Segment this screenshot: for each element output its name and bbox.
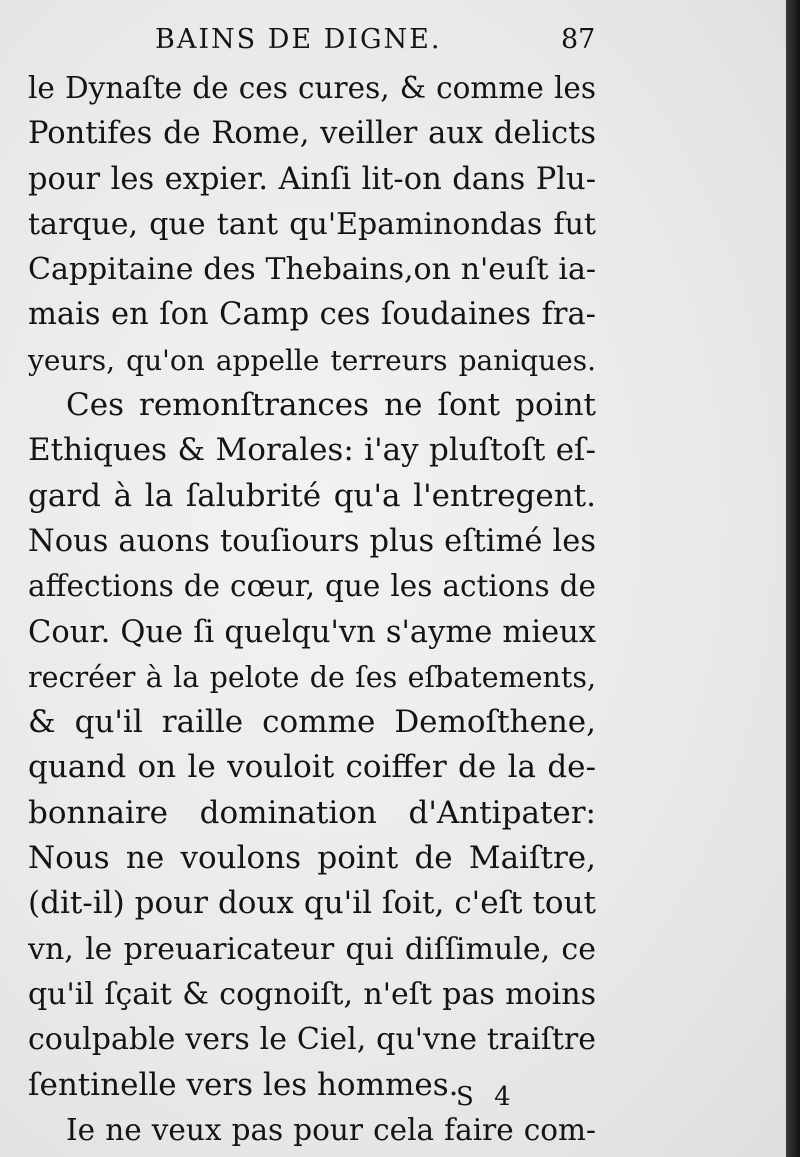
- text-line: yeurs, qu'on appelle terreurs paniques.: [28, 343, 596, 377]
- page-header: [0, 20, 786, 60]
- text-line: gard à la ſalubrité qu'a l'entregent.: [28, 477, 596, 514]
- page-number: 87: [561, 24, 596, 55]
- signature-mark: S 4: [456, 1082, 517, 1112]
- text-line: Cour. Que ſi quelqu'vn s'ayme mieux: [28, 614, 596, 650]
- text-line: Nous ne voulons point de Maiſtre,: [28, 840, 596, 877]
- text-line: & qu'il raille comme Demoſthene,: [28, 704, 596, 741]
- text-line: affections de cœur, que les actions de: [28, 569, 596, 604]
- text-line: mais en ſon Camp ces ſoudaines fra-: [28, 297, 596, 333]
- text-line: Ethiques & Morales: i'ay pluſtoſt eſ-: [28, 432, 596, 469]
- running-title: BAINS DE DIGNE.: [155, 24, 442, 55]
- text-line: Ie ne veux pas pour cela faire com-: [66, 1112, 596, 1147]
- text-line: quand on le vouloit coiffer de la de-: [28, 749, 596, 786]
- text-line: vn, le preuaricateur qui diſſimule, ce: [28, 931, 596, 967]
- text-line: le Dynaſte de ces cures, & comme les: [28, 71, 596, 105]
- text-line: ſentinelle vers les hommes.: [28, 1066, 459, 1103]
- text-line: recréer à la pelote de ſes eſbatements,: [28, 660, 596, 694]
- text-line: bonnaire domination d'Antipater:: [28, 794, 596, 831]
- body-text: [28, 66, 596, 1153]
- text-line: pour les expier. Ainſi lit-on dans Plu-: [28, 161, 596, 197]
- text-line: coulpable vers le Ciel, qu'vne traiſtre: [28, 1022, 596, 1058]
- text-line: qu'il ſçait & cognoiſt, n'eſt pas moins: [28, 976, 596, 1012]
- text-line: Nous auons touſiours plus eſtimé les: [28, 523, 596, 559]
- text-line: Pontifes de Rome, veiller aux delicts: [28, 116, 596, 152]
- text-line: Cappitaine des Thebains,on n'euſt ia-: [28, 252, 596, 288]
- page-edge: [786, 0, 800, 1157]
- text-line: tarque, que tant qu'Epaminondas fut: [28, 206, 596, 242]
- text-line: (dit-il) pour doux qu'il ſoit, c'eſt tout: [28, 885, 596, 922]
- text-line: Ces remonſtrances ne ſont point: [66, 387, 596, 424]
